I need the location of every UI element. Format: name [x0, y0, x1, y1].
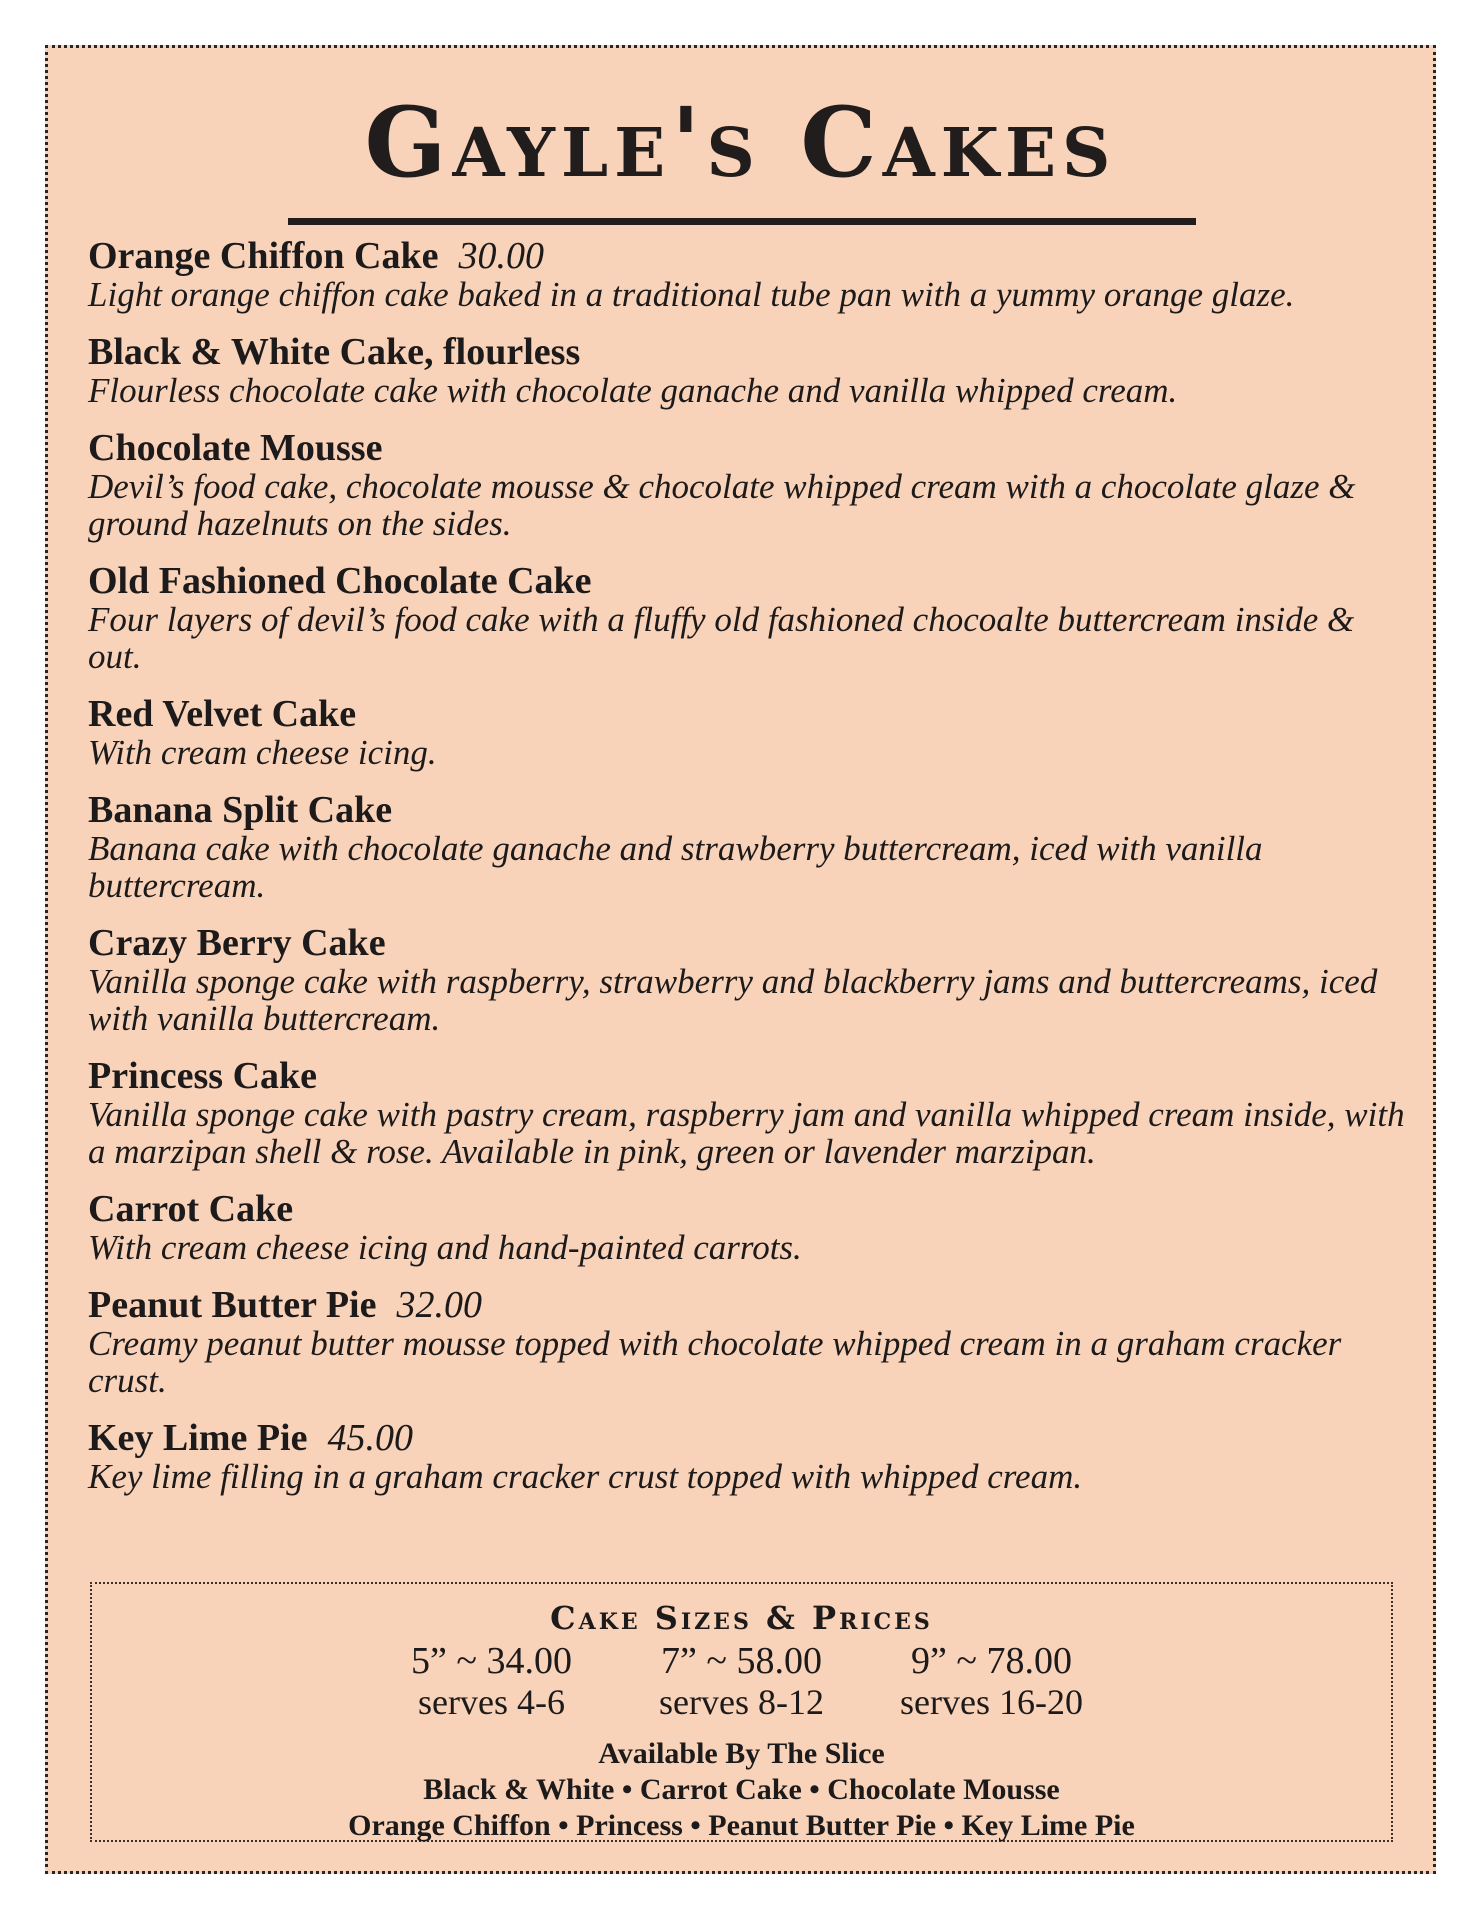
item-name: Carrot Cake	[88, 1188, 294, 1230]
size-option	[617, 1640, 867, 1722]
slice-list-line-1: Black & White • Carrot Cake • Chocolate Mousse	[423, 1773, 1060, 1806]
item-name: Orange Chiffon Cake	[88, 235, 439, 277]
size-price: 7” ~ 58.00	[661, 1640, 822, 1682]
slice-list-line-2: Orange Chiffon • Princess • Peanut Butter Pie • Key Lime Pie	[348, 1809, 1135, 1842]
sizes-prices-box	[90, 1582, 1393, 1842]
item-price: 32.00	[396, 1284, 482, 1326]
item-description: Four layers of devil’s food cake with a fluffy old fashioned chocoalte buttercream inside & out.	[88, 600, 1355, 676]
item-price: 30.00	[458, 235, 544, 277]
size-serves: serves 16-20	[900, 1682, 1083, 1722]
item-description: With cream cheese icing.	[88, 733, 437, 772]
item-description: Light orange chiffon cake baked in a traditional tube pan with a yummy orange glaze.	[88, 275, 1295, 314]
size-options	[92, 1640, 1391, 1722]
item-name: Peanut Butter Pie	[88, 1284, 377, 1326]
menu-title: Gayle's Cakes	[364, 86, 1117, 199]
menu-item-chocolate-mousse	[88, 428, 1408, 542]
item-name: Crazy Berry Cake	[88, 922, 386, 964]
item-description: With cream cheese icing and hand-painted carrots.	[88, 1228, 802, 1267]
size-option	[367, 1640, 617, 1722]
item-name: Red Velvet Cake	[88, 693, 357, 735]
item-name: Key Lime Pie	[88, 1417, 308, 1459]
item-description: Vanilla sponge cake with raspberry, strawberry and blackberry jams and buttercreams, iced with vanilla buttercream.	[88, 962, 1378, 1038]
item-name: Chocolate Mousse	[88, 427, 383, 469]
item-description: Vanilla sponge cake with pastry cream, raspberry jam and vanilla whipped cream inside, with a marzipan shell & rose. Available in pink, green or lavender marzipan.	[88, 1095, 1405, 1171]
menu-item-black-white	[88, 332, 1408, 409]
menu-item-crazy-berry	[88, 923, 1408, 1037]
item-description: Key lime filling in a graham cracker crust topped with whipped cream.	[88, 1457, 1083, 1496]
menu-item-princess	[88, 1056, 1408, 1170]
size-price: 5” ~ 34.00	[411, 1640, 572, 1682]
item-description: Flourless chocolate cake with chocolate ganache and vanilla whipped cream.	[88, 371, 1178, 410]
item-name: Old Fashioned Chocolate Cake	[88, 560, 592, 602]
size-option	[867, 1640, 1117, 1722]
menu-card	[45, 45, 1436, 1874]
item-description: Devil’s food cake, chocolate mousse & chocolate whipped cream with a chocolate glaze & ground hazelnuts on the sides.	[88, 467, 1356, 543]
menu-item-orange-chiffon	[88, 236, 1408, 313]
menu-items	[88, 236, 1408, 1514]
item-price: 45.00	[327, 1417, 413, 1459]
item-name: Princess Cake	[88, 1055, 318, 1097]
menu-item-carrot	[88, 1189, 1408, 1266]
menu-item-red-velvet	[88, 694, 1408, 771]
title-underline	[288, 218, 1196, 225]
size-price: 9” ~ 78.00	[911, 1640, 1072, 1682]
menu-item-peanut-butter-pie	[88, 1285, 1408, 1399]
size-serves: serves 4-6	[418, 1682, 565, 1722]
menu-item-banana-split	[88, 790, 1408, 904]
menu-item-key-lime-pie	[88, 1418, 1408, 1495]
item-description: Banana cake with chocolate ganache and strawberry buttercream, iced with vanilla buttercream.	[88, 829, 1263, 905]
size-serves: serves 8-12	[659, 1682, 824, 1722]
item-description: Creamy peanut butter mousse topped with chocolate whipped cream in a graham cracker crust.	[88, 1324, 1342, 1400]
sizes-title: Cake Sizes & Prices	[550, 1599, 933, 1637]
item-name: Black & White Cake, flourless	[88, 331, 581, 373]
slice-title: Available By The Slice	[598, 1737, 885, 1770]
item-name: Banana Split Cake	[88, 789, 393, 831]
menu-item-old-fashioned-chocolate	[88, 561, 1408, 675]
